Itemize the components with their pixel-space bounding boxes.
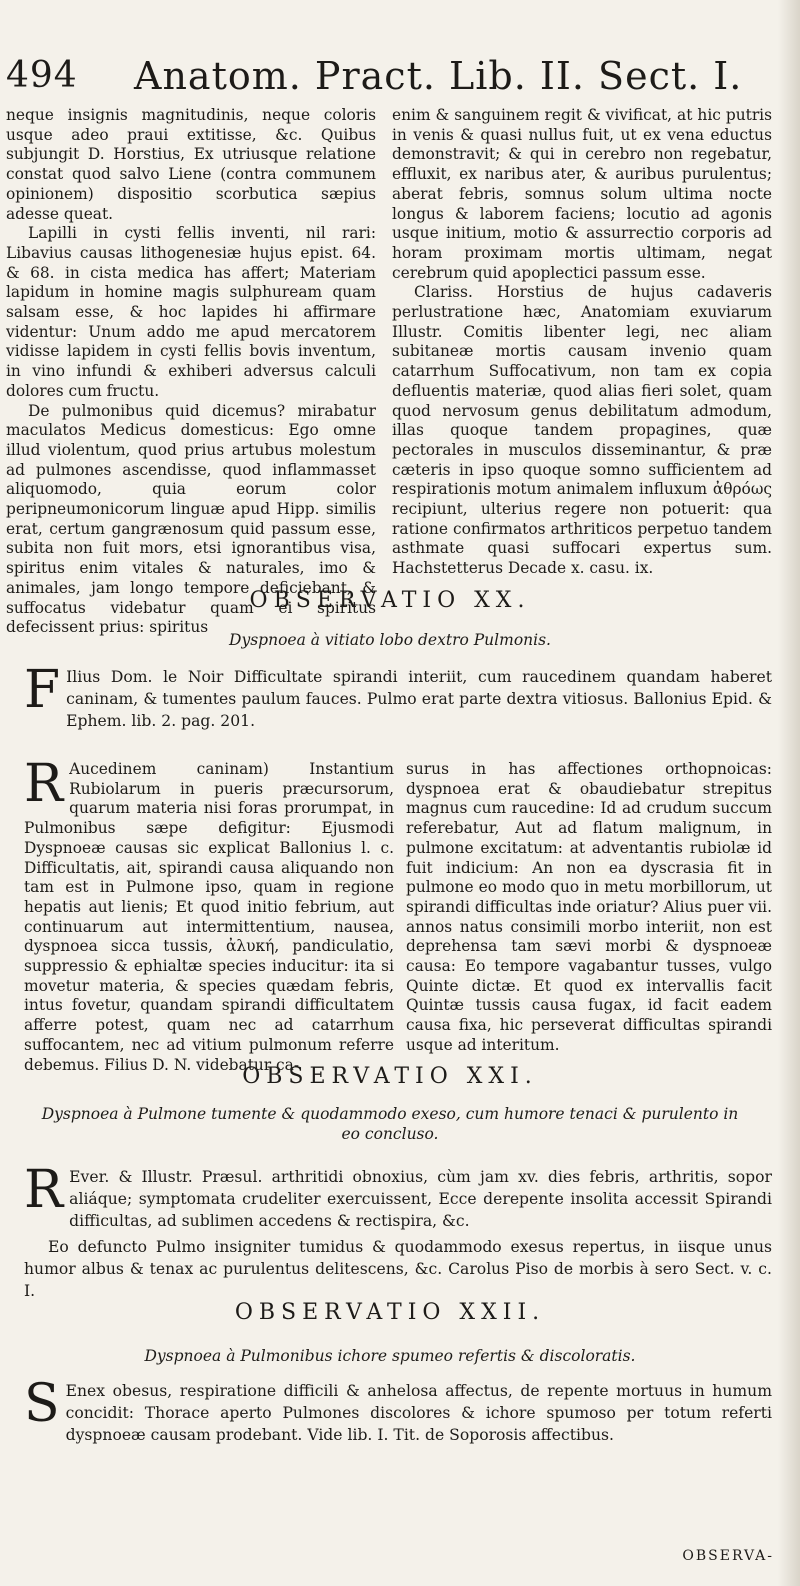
observatio-22-subtitle: Dyspnoea à Pulmonibus ichore spumeo refertis & discoloratis. xyxy=(144,1347,636,1365)
drop-capital: S xyxy=(24,1374,60,1434)
observatio-20-subtitle: Dyspnoea à vitiato lobo dextro Pulmonis. xyxy=(229,631,551,649)
observatio-20-title: OBSERVATIO XX. xyxy=(249,588,531,613)
catchword: OBSERVA- xyxy=(682,1548,774,1564)
running-head: Anatom. Pract. Lib. II. Sect. I. xyxy=(134,54,743,98)
observatio-20-right-column xyxy=(406,760,772,1056)
observatio-21-title: OBSERVATIO XXI. xyxy=(242,1064,538,1089)
observatio-22-title: OBSERVATIO XXII. xyxy=(234,1300,546,1325)
paragraph: Clariss. Horstius de hujus cadaveris perlustratione hæc, Anatomiam exuviarum Illustr. Comitis libenter legi, nec aliam subitaneæ mortis causam invenio quam catarrhum Suffocativum, non tam ex copia defluentis materiæ, quod alias fieri solet, quam quod nervosum genus debilitatum admodum, illas quoque tandem propagines, quæ pectorales in musculos disseminantur, & præ cæteris in ipso quoque somno sufficientem ad respirationis motum animalem influxum ἀθρόως recipiunt, ulterius regere non potuerit: qua ratione confirmatos arthriticos perpetuo tandem asthmate quasi suffocari expertus sum. Hachstetterus Decade x. casu. ix. xyxy=(392,283,772,578)
observation-text: Ever. & Illustr. Præsul. arthritidi obnoxius, cùm jam xv. dies febris, arthritis, sopor aliáque; symptomata crudeliter exercuissent, Ecce derepente insolita accessit Spirandi difficultas, ad sublimen accedens & rectispira, &c. xyxy=(69,1168,772,1230)
drop-capital: R xyxy=(24,754,64,814)
commentary-text: Aucedinem caninam) Instantium Rubiolarum in pueris præcursorum, quarum materia nisi foras prorumpat, in Pulmonibus sæpe defigitur: Ejusmodi Dyspnoeæ causas sic explicat Ballonius l. c. Difficultatis, ait, spirandi causa aliquando non tam est in Pulmone ipso, quam in regione hepatis aut lienis; Et quod initio febrium, aut continuarum aut intermittentium, nausea, dyspnoea sicca tussis, ἀλυκή, pandiculatio, suppressio & ephialtæ species inducitur: ita si movetur materia, & species quædam febris, intus fovetur, quandam spirandi difficultatem afferre potest, quam nec ad catarrhum suffocantem, nec ad vitium pulmonum referre debemus. Filius D. N. videbatur ca- xyxy=(24,760,394,1074)
page-gutter-shadow xyxy=(778,0,800,1586)
observatio-21-text xyxy=(24,1160,772,1232)
drop-capital: R xyxy=(24,1160,64,1220)
drop-capital: F xyxy=(24,660,61,720)
observatio-22-text xyxy=(24,1374,772,1446)
paragraph: neque insignis magnitudinis, neque coloris usque adeo praui extitisse, &c. Quibus subjungit D. Horstius, Ex utriusque relatione constat quod salvo Liene (contra communem opinionem) dispositio scorbutica sæpius adesse queat. xyxy=(6,106,376,223)
top-right-column xyxy=(392,106,772,579)
observatio-20-intro xyxy=(24,660,772,732)
paragraph xyxy=(24,754,394,1075)
page-number: 494 xyxy=(6,55,78,96)
paragraph: De pulmonibus quid dicemus? mirabatur maculatos Medicus domesticus: Ego omne illud violentum, quod prius artubus molestum ad pulmones ascendisse, quod inflammasset aliquomodo, quia eorum color peripneumonicorum linguæ apud Hipp. similis erat, certum gangrænosum quid passum esse, subita non fuit mors, etsi ignorantibus visa, spiritus enim vitales & naturales, imo & animales, jam longo tempore deficiebant, & suffocatus videbatur quam ei spiritus defecissent prius: spiritus xyxy=(6,401,376,637)
paragraph: surus in has affectiones orthopnoicas: dyspnoea erat & obaudiebatur strepitus magnus cum raucedine: Id ad crudum succum referebatur, Aut ad flatum malignum, in pulmone excitatum: at adventantis rubiolæ id fuit indicium: An non ea dyscrasia fit in pulmone eo modo quo in metu morbillorum, ut spirandi difficultas inde oriatur? Alius puer vii. annos natus consimili morbo interiit, non est deprehensa tam sævi morbi & dyspnoeæ causa: Eo tempore vagabantur tusses, vulgo Quinte dictæ. Et quod ex intervallis facit Quintæ tussis causa fugax, id facit eadem causa fixa, hic perseverat difficultas spirandi usque ad interitum. xyxy=(406,760,772,1054)
observatio-21-text2: Eo defuncto Pulmo insigniter tumidus & quodammodo exesus repertus, in iisque unus humor albus & tenax ac purulentus delitescens, &c. Carolus Piso de morbis à sero Sect. v. c. I. xyxy=(24,1238,772,1300)
observatio-20-left-column xyxy=(24,754,394,1075)
paragraph: enim & sanguinem regit & vivificat, at hic putris in venis & quasi nullus fuit, ut ex vena eductus demonstravit; & qui in cerebro non regebatur, effluxit, ex naribus ater, & auribus purulentus; aberat febris, somnus solum ultima nocte longus & laborem faciens; locutio ad agonis usque initium, motio & assurrectio corporis ad horam proximam mortis ultimam, negat cerebrum quid apoplectici passum esse. xyxy=(392,106,772,282)
top-left-column xyxy=(6,106,376,638)
paragraph: Lapilli in cysti fellis inventi, nil rari: Libavius causas lithogenesiæ hujus epist. 64. & 68. in cista medica has affert; Materiam lapidum in homine magis sulphuream quam salsam esse, & hoc lapides hi affirmare videntur: Unum addo me apud mercatorem vidisse lapidem in cysti fellis bovis inventum, in vino infundi & exhiberi adversus calculi dolores cum fructu. xyxy=(6,224,376,400)
page-header xyxy=(6,52,786,100)
observation-text: Enex obesus, respiratione difficili & anhelosa affectus, de repente mortuus in humum concidit: Thorace aperto Pulmones discolores & ichore spumoso per totum referti dyspnoeæ causam prodebant. Vide lib. I. Tit. de Soporosis affectibus. xyxy=(65,1382,772,1444)
observatio-21-subtitle: Dyspnoea à Pulmone tumente & quodammodo exeso, cum humore tenaci & purulento in eo concluso. xyxy=(41,1105,739,1143)
intro-text: Ilius Dom. le Noir Difficultate spirandi interiit, cum raucedinem quandam haberet caninam, & tumentes paulum fauces. Pulmo erat parte dextra vitiosus. Ballonius Epid. & Ephem. lib. 2. pag. 201. xyxy=(66,668,772,730)
